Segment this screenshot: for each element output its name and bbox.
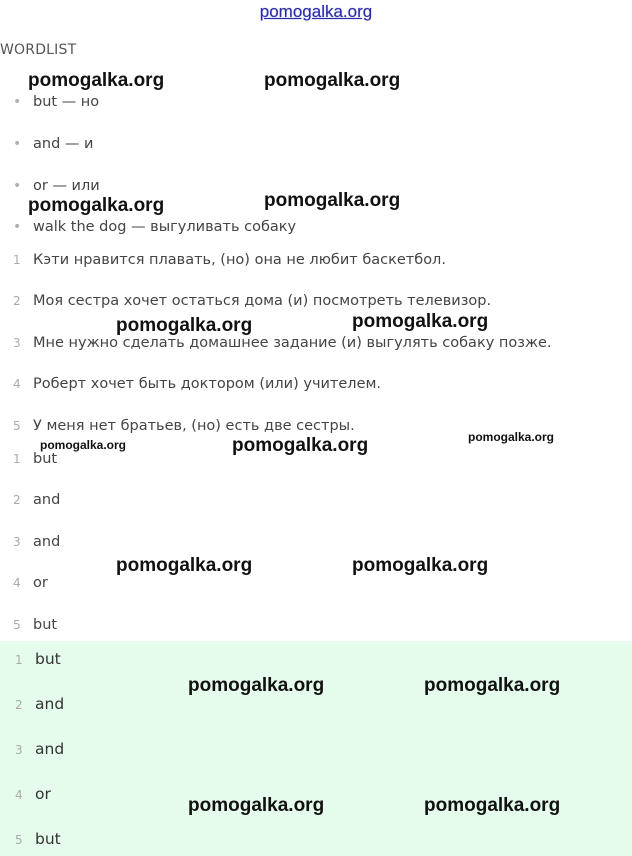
line-number: 3 — [13, 336, 21, 350]
watermark-text: pomogalka.org — [232, 435, 369, 456]
sentence-text: Моя сестра хочет остаться дома (и) посмотреть телевизор. — [33, 293, 492, 309]
answer-text: but — [33, 451, 58, 467]
answer-row — [0, 488, 60, 512]
sentence-row — [0, 331, 552, 355]
line-number: 4 — [15, 788, 23, 802]
line-number: 2 — [15, 698, 23, 712]
bullet-icon: • — [13, 219, 22, 235]
watermark-text: pomogalka.org — [116, 555, 253, 576]
line-number: 1 — [13, 253, 21, 267]
line-number: 1 — [15, 653, 23, 667]
highlighted-answer-row — [0, 782, 51, 806]
answer-row — [0, 530, 60, 554]
watermark-text: pomogalka.org — [264, 190, 401, 211]
watermark-text: pomogalka.org — [352, 311, 489, 332]
wordlist-heading: WORDLIST — [0, 42, 77, 58]
wordlist-item-text: and — и — [33, 136, 94, 152]
line-number: 1 — [13, 452, 21, 466]
watermark-text: pomogalka.org — [264, 70, 401, 91]
line-number: 2 — [13, 294, 21, 308]
watermark-text: pomogalka.org — [188, 795, 325, 816]
sentence-text: Мне нужно сделать домашнее задание (и) выгулять собаку позже. — [33, 335, 552, 351]
watermark-text: pomogalka.org — [40, 438, 127, 452]
line-number: 2 — [13, 493, 21, 507]
bullet-icon: • — [13, 178, 22, 194]
sentence-text: У меня нет братьев, (но) есть две сестры. — [33, 418, 355, 434]
sentence-row — [0, 289, 491, 313]
answer-text: and — [33, 492, 61, 508]
sentence-text: Роберт хочет быть доктором (или) учителем. — [33, 376, 382, 392]
answer-text: and — [35, 695, 65, 713]
bullet-icon: • — [13, 136, 22, 152]
line-number: 5 — [15, 833, 23, 847]
watermark-text: pomogalka.org — [116, 315, 253, 336]
answer-text: or — [33, 575, 48, 591]
highlighted-answers-panel — [0, 641, 632, 856]
wordlist-item-text: walk the dog — выгуливать собаку — [33, 219, 297, 235]
sentence-text: Кэти нравится плавать, (но) она не любит баскетбол. — [33, 252, 446, 268]
watermark-text: pomogalka.org — [188, 675, 325, 696]
answer-text: but — [35, 650, 61, 668]
line-number: 5 — [13, 618, 21, 632]
highlighted-answer-row — [0, 692, 64, 716]
bullet-icon: • — [13, 94, 22, 110]
line-number: 3 — [13, 535, 21, 549]
wordlist-item — [0, 215, 296, 239]
answer-text: or — [35, 785, 51, 803]
line-number: 3 — [15, 743, 23, 757]
watermark-text: pomogalka.org — [468, 430, 555, 444]
site-link[interactable]: pomogalka.org — [259, 2, 373, 21]
answer-row — [0, 571, 48, 595]
wordlist-item-text: but — но — [33, 94, 100, 110]
answer-text: and — [35, 740, 65, 758]
answer-text: and — [33, 534, 61, 550]
sentence-row — [0, 248, 446, 272]
line-number: 4 — [13, 377, 21, 391]
highlighted-answer-row — [0, 647, 61, 671]
watermark-text: pomogalka.org — [352, 555, 489, 576]
wordlist-item — [0, 90, 99, 114]
watermark-text: pomogalka.org — [28, 195, 165, 216]
sentence-row — [0, 372, 381, 396]
line-number: 4 — [13, 576, 21, 590]
highlighted-answer-row — [0, 827, 61, 851]
watermark-text: pomogalka.org — [28, 70, 165, 91]
line-number: 5 — [13, 419, 21, 433]
watermark-text: pomogalka.org — [424, 675, 561, 696]
answer-row — [0, 613, 57, 637]
watermark-text: pomogalka.org — [424, 795, 561, 816]
highlighted-answer-row — [0, 737, 64, 761]
answer-text: but — [35, 830, 61, 848]
wordlist-item — [0, 132, 93, 156]
wordlist-item-text: or — или — [33, 178, 100, 194]
answer-text: but — [33, 617, 58, 633]
